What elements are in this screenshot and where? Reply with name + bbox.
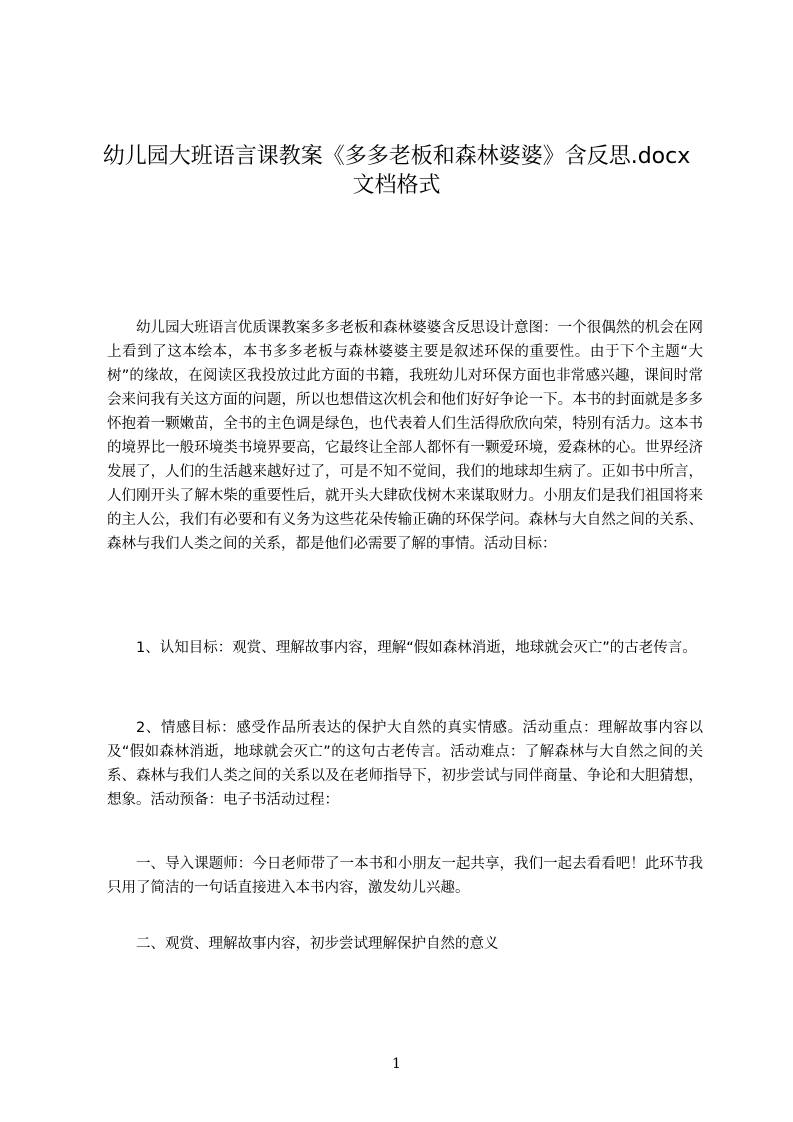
paragraph-step-one: 一、导入课题师：今日老师带了一本书和小朋友一起共享，我们一起去看看吧！此环节我只用了简洁的一句话直接进入本书内容，激发幼儿兴趣。 [107, 856, 703, 896]
paragraph-intro: 幼儿园大班语言优质课教案多多老板和森林婆婆含反思设计意图：一个很偶然的机会在网上看到了这本绘本，本书多多老板与森林婆婆主要是叙述环保的重要性。由于下个主题“大树”的缘故，在阅读区我投放过此方面的书籍，我班幼儿对环保方面也非常感兴趣，课间时常会来问我有关这方面的问题，所以也想借这次机会和他们好好争论一下。本书的封面就是多多怀抱着一颗嫩苗，全书的主色调是绿色，也代表着人们生活得欣欣向荣，特别有活力。这本书的境界比一般环境类书境界要高，它最终让全部人都怀有一颗爱环境，爱森林的心。世界经济发展了，人们的生活越来越好过了，可是不知不觉间，我们的地球却生病了。正如书中所言，人们刚开头了解木柴的重要性后，就开头大肆砍伐树木来谋取财力。小朋友们是我们祖国将来的主人公，我们有必要和有义务为这些花朵传输正确的环保学问。森林与大自然之间的关系、森林与我们人类之间的关系，都是他们必需要了解的事情。活动目标： [107, 320, 703, 552]
document-title: 幼儿园大班语言课教案《多多老板和森林婆婆》含反思.docx 文档格式 [102, 144, 691, 198]
paragraph-cognitive-goal: 1、认知目标：观赏、理解故事内容，理解“假如森林消逝，地球就会灭亡”的古老传言。 [136, 640, 697, 656]
page-number: 1 [392, 1056, 401, 1072]
paragraph-emotional-goal: 2、情感目标：感受作品所表达的保护大自然的真实情感。活动重点：理解故事内容以及“假如森林消逝，地球就会灭亡”的这句古老传言。活动难点：了解森林与大自然之间的关系、森林与我们人类之间的关系以及在老师指导下，初步尝试与同伴商量、争论和大胆猜想，想象。活动预备：电子书活动过程： [107, 720, 703, 808]
paragraph-step-two: 二、观赏、理解故事内容，初步尝试理解保护自然的意义 [136, 936, 499, 952]
